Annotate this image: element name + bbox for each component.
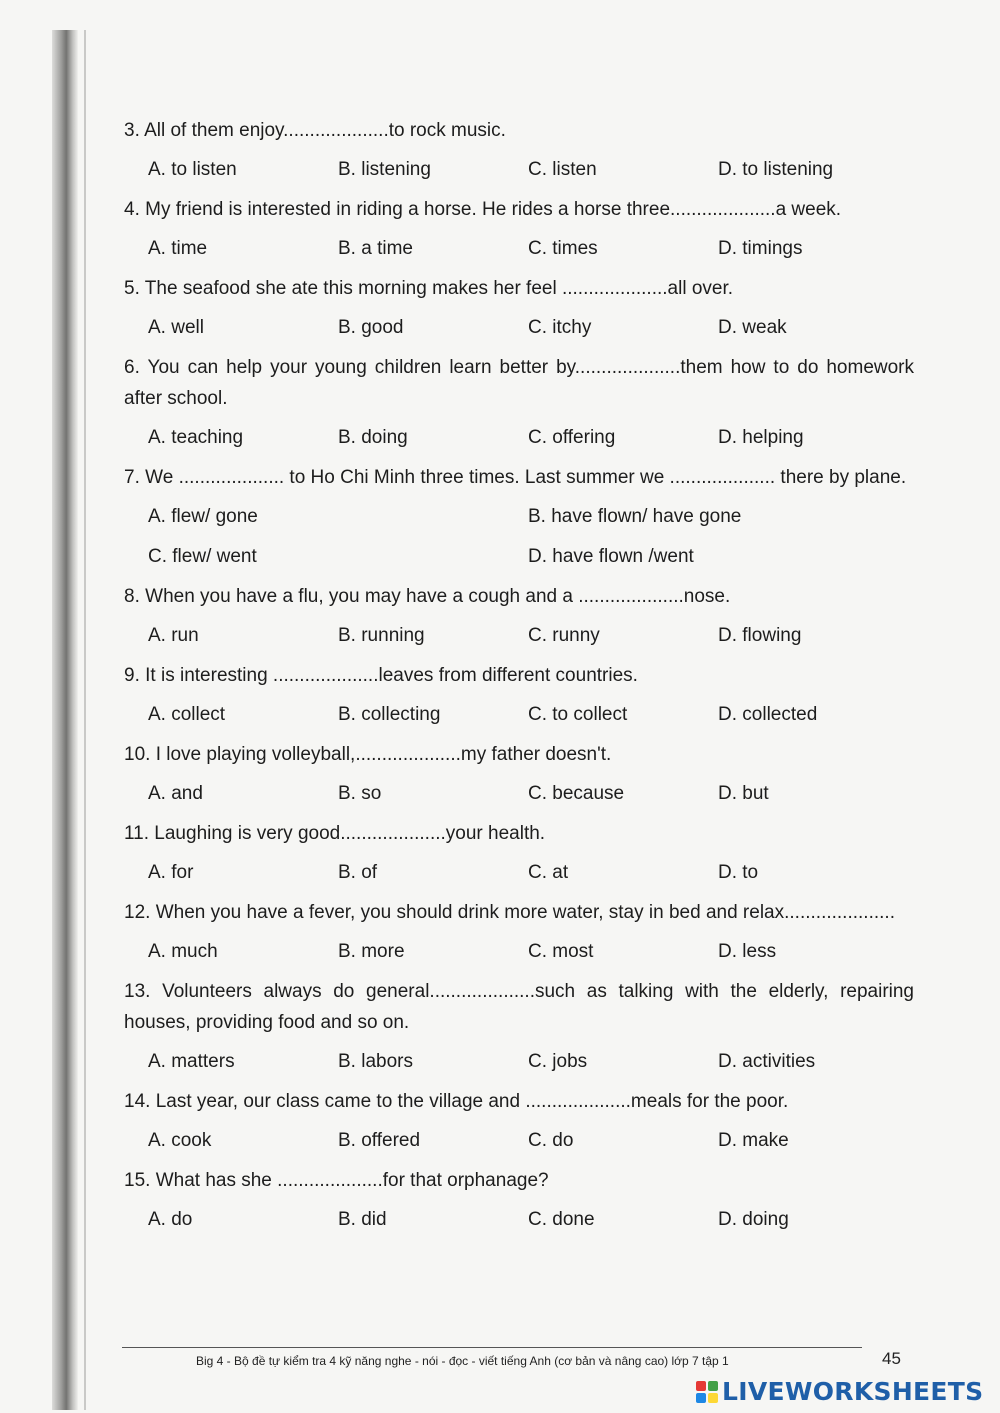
page-number: 45	[882, 1349, 901, 1368]
binding-line	[84, 30, 86, 1410]
answer-options	[148, 502, 914, 582]
answer-option[interactable]: A. well	[148, 317, 204, 338]
answer-option[interactable]: A. cook	[148, 1130, 212, 1151]
answer-option[interactable]: C. times	[528, 238, 598, 259]
answer-options	[148, 234, 914, 264]
answer-options	[148, 779, 914, 809]
question-number: 13.	[124, 981, 151, 1002]
answer-options	[148, 1205, 914, 1235]
answer-option[interactable]: B. running	[338, 625, 425, 646]
answer-option[interactable]: B. did	[338, 1209, 387, 1230]
answer-option[interactable]: D. less	[718, 941, 777, 962]
question-item	[124, 115, 914, 185]
answer-options	[148, 313, 914, 343]
answer-option[interactable]: C. to collect	[528, 704, 628, 725]
answer-option[interactable]: D. but	[718, 783, 769, 804]
question-stem: When you have a flu, you may have a cough and a ....................nose.	[145, 586, 731, 607]
answer-option[interactable]: A. matters	[148, 1051, 235, 1072]
question-list	[124, 115, 914, 1235]
answer-option[interactable]: D. to listening	[718, 159, 834, 180]
answer-options	[148, 155, 914, 185]
question-number: 12.	[124, 902, 151, 923]
question-stem: When you have a fever, you should drink more water, stay in bed and relax.....................	[155, 902, 895, 923]
answer-option[interactable]: D. make	[718, 1130, 789, 1151]
answer-options	[148, 700, 914, 730]
question-text	[124, 352, 914, 414]
question-item	[124, 1086, 914, 1156]
answer-option[interactable]: B. so	[338, 783, 382, 804]
answer-options	[148, 1047, 914, 1077]
question-number: 8.	[124, 586, 140, 607]
answer-option[interactable]: B. collecting	[338, 704, 441, 725]
answer-option[interactable]: C. at	[528, 862, 569, 883]
answer-option[interactable]: D. have flown /went	[528, 546, 694, 567]
question-text	[124, 462, 914, 493]
liveworksheets-logo[interactable]	[696, 1377, 983, 1406]
question-text	[124, 581, 914, 612]
question-number: 6.	[124, 357, 140, 378]
answer-option[interactable]: B. doing	[338, 427, 408, 448]
answer-option[interactable]: D. activities	[718, 1051, 816, 1072]
answer-option[interactable]: C. offering	[528, 427, 616, 448]
answer-option[interactable]: B. listening	[338, 159, 431, 180]
answer-option[interactable]: A. flew/ gone	[148, 506, 258, 527]
question-item	[124, 739, 914, 809]
answer-option[interactable]: B. labors	[338, 1051, 413, 1072]
question-stem: The seafood she ate this morning makes her feel ....................all over.	[144, 278, 734, 299]
answer-option[interactable]: C. most	[528, 941, 594, 962]
question-text	[124, 273, 914, 304]
question-number: 11.	[124, 823, 150, 844]
brand-name: LIVEWORKSHEETS	[722, 1377, 984, 1406]
answer-option[interactable]: D. weak	[718, 317, 787, 338]
answer-option[interactable]: D. timings	[718, 238, 803, 259]
question-number: 4.	[124, 199, 140, 220]
question-text	[124, 739, 914, 770]
answer-option[interactable]: A. for	[148, 862, 194, 883]
answer-option[interactable]: C. flew/ went	[148, 546, 257, 567]
question-text	[124, 818, 914, 849]
answer-options	[148, 937, 914, 967]
question-number: 3.	[124, 120, 140, 141]
answer-option[interactable]: C. because	[528, 783, 625, 804]
question-item	[124, 194, 914, 264]
question-stem: You can help your young children learn better by....................them how to do homework after school.	[124, 357, 915, 409]
answer-options	[148, 423, 914, 453]
question-number: 15.	[124, 1170, 151, 1191]
question-number: 7.	[124, 467, 140, 488]
question-item	[124, 352, 914, 453]
answer-option[interactable]: A. and	[148, 783, 203, 804]
question-item	[124, 897, 914, 967]
answer-option[interactable]: D. helping	[718, 427, 804, 448]
answer-option[interactable]: A. run	[148, 625, 199, 646]
answer-option[interactable]: A. much	[148, 941, 218, 962]
question-item	[124, 976, 914, 1077]
answer-option[interactable]: C. runny	[528, 625, 600, 646]
answer-options	[148, 1126, 914, 1156]
question-stem: What has she ....................for that orphanage?	[155, 1170, 549, 1191]
question-text	[124, 976, 914, 1038]
question-stem: I love playing volleyball,....................my father doesn't.	[155, 744, 612, 765]
question-number: 10.	[124, 744, 151, 765]
answer-option[interactable]: C. jobs	[528, 1051, 588, 1072]
answer-option[interactable]: C. itchy	[528, 317, 592, 338]
answer-option[interactable]: A. do	[148, 1209, 193, 1230]
answer-option[interactable]: B. have flown/ have gone	[528, 506, 742, 527]
answer-option[interactable]: B. good	[338, 317, 404, 338]
question-number: 14.	[124, 1091, 151, 1112]
question-number: 9.	[124, 665, 140, 686]
answer-option[interactable]: D. doing	[718, 1209, 789, 1230]
question-stem: Last year, our class came to the village and ....................meals for the poor.	[155, 1091, 789, 1112]
answer-option[interactable]: A. collect	[148, 704, 226, 725]
question-item	[124, 1165, 914, 1235]
answer-option[interactable]: A. time	[148, 238, 208, 259]
question-text	[124, 115, 914, 146]
answer-option[interactable]: C. do	[528, 1130, 574, 1151]
answer-option[interactable]: D. to	[718, 862, 759, 883]
question-stem: All of them enjoy....................to rock music.	[144, 120, 506, 141]
question-text	[124, 1086, 914, 1117]
question-stem: We .................... to Ho Chi Minh three times. Last summer we .................... there by plane.	[145, 467, 907, 488]
question-item	[124, 273, 914, 343]
question-text	[124, 1165, 914, 1196]
answer-option[interactable]: B. more	[338, 941, 405, 962]
answer-option[interactable]: B. a time	[338, 238, 413, 259]
question-item	[124, 462, 914, 582]
answer-option[interactable]: B. offered	[338, 1130, 421, 1151]
question-stem: My friend is interested in riding a horse. He rides a horse three....................a week.	[145, 199, 842, 220]
question-stem: Laughing is very good....................your health.	[154, 823, 546, 844]
question-item	[124, 818, 914, 888]
question-number: 5.	[124, 278, 140, 299]
answer-option[interactable]: D. flowing	[718, 625, 802, 646]
question-item	[124, 581, 914, 651]
question-stem: Volunteers always do general....................such as talking with the elderly, repairing houses, providing food and so on.	[124, 981, 914, 1033]
footer-text: Big 4 - Bộ đề tự kiểm tra 4 kỹ năng nghe - nói - đọc - viết tiếng Anh (cơ bản và nâng cao) lớp 7 tập 1	[196, 1354, 729, 1368]
answer-option[interactable]: A. teaching	[148, 427, 244, 448]
answer-option[interactable]: B. of	[338, 862, 378, 883]
book-binding-shadow	[52, 30, 78, 1410]
question-item	[124, 660, 914, 730]
answer-options	[148, 621, 914, 651]
answer-option[interactable]: C. done	[528, 1209, 595, 1230]
answer-option[interactable]: A. to listen	[148, 159, 237, 180]
question-text	[124, 194, 914, 225]
answer-option[interactable]: C. listen	[528, 159, 597, 180]
question-text	[124, 660, 914, 691]
question-text	[124, 897, 914, 928]
question-stem: It is interesting ....................leaves from different countries.	[145, 665, 638, 686]
brand-logo-icon	[696, 1381, 718, 1403]
answer-option[interactable]: D. collected	[718, 704, 818, 725]
answer-options	[148, 858, 914, 888]
footer-divider	[122, 1347, 862, 1348]
